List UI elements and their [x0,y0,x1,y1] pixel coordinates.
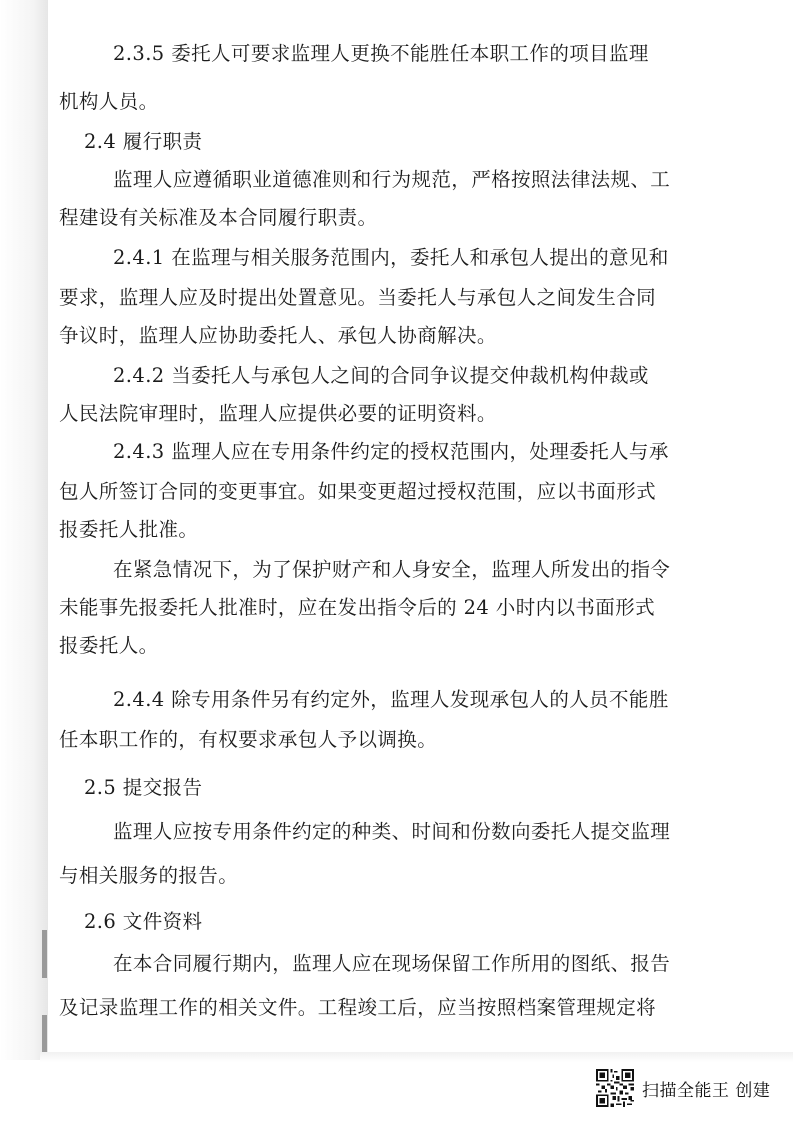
paragraph-2-4: 监理人应遵循职业道德准则和行为规范，严格按照法律法规、工 [113,168,671,191]
paragraph-emergency-cont: 报委托人。 [59,634,159,657]
paragraph-2-5-cont: 与相关服务的报告。 [59,864,239,887]
paragraph-2-5: 监理人应按专用条件约定的种类、时间和份数向委托人提交监理 [113,820,671,843]
clause-2-4-2-cont: 人民法院审理时，监理人应提供必要的证明资料。 [59,402,497,425]
section-heading-2-4: 2.4 履行职责 [84,130,203,153]
clause-2-4-3-cont: 包人所签订合同的变更事宜。如果变更超过授权范围，应以书面形式 [59,480,657,503]
clause-2-4-1-cont: 争议时，监理人应协助委托人、承包人协商解决。 [59,324,497,347]
clause-2-4-4-cont: 任本职工作的，有权要求承包人予以调换。 [59,728,438,751]
clause-2-4-3-cont: 报委托人批准。 [59,518,199,541]
qr-code-icon [596,1069,634,1107]
paragraph-2-6: 在本合同履行期内，监理人应在现场保留工作所用的图纸、报告 [113,952,671,975]
paragraph-emergency: 在紧急情况下，为了保护财产和人身安全，监理人所发出的指令 [113,558,671,581]
paragraph-2-6-cont: 及记录监理工作的相关文件。工程竣工后，应当按照档案管理规定将 [59,996,657,1019]
clause-2-3-5: 2.3.5 委托人可要求监理人更换不能胜任本职工作的项目监理 [113,42,649,65]
scanner-app-credit: 扫描全能王 创建 [642,1080,771,1101]
section-heading-2-5: 2.5 提交报告 [84,776,203,799]
clause-2-4-1-cont: 要求，监理人应及时提出处置意见。当委托人与承包人之间发生合同 [59,286,657,309]
scan-bottom-edge [40,1052,793,1062]
paragraph-2-4-cont: 程建设有关标准及本合同履行职责。 [59,206,378,229]
clause-2-4-1: 2.4.1 在监理与相关服务范围内，委托人和承包人提出的意见和 [113,246,669,269]
clause-2-4-4: 2.4.4 除专用条件另有约定外，监理人发现承包人的人员不能胜 [113,688,669,711]
scan-artifact [42,930,47,978]
section-heading-2-6: 2.6 文件资料 [84,910,203,933]
paragraph-emergency-cont: 未能事先报委托人批准时，应在发出指令后的 24 小时内以书面形式 [59,596,656,619]
clause-2-4-3: 2.4.3 监理人应在专用条件约定的授权范围内，处理委托人与承 [113,440,669,463]
scanner-watermark [596,1067,770,1109]
clause-2-4-2: 2.4.2 当委托人与承包人之间的合同争议提交仲裁机构仲裁或 [113,364,649,387]
scan-artifact [42,1015,47,1055]
clause-2-3-5-cont: 机构人员。 [59,90,159,113]
scan-edge [0,0,48,1060]
